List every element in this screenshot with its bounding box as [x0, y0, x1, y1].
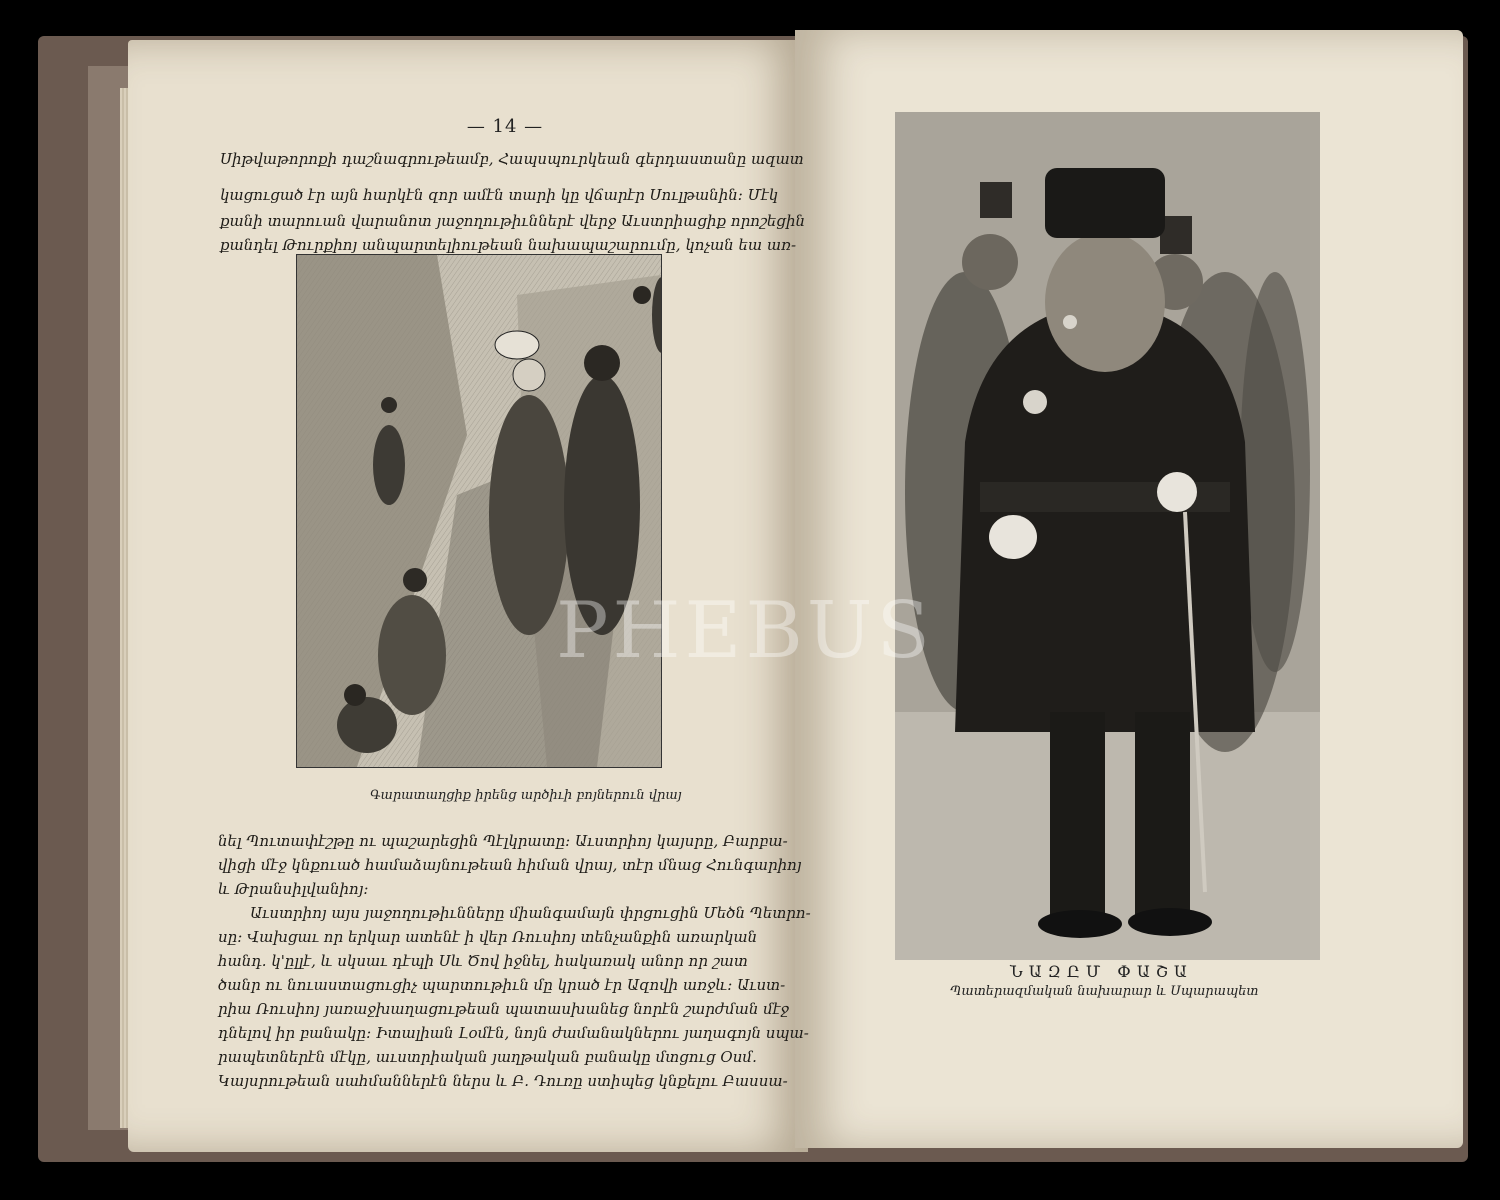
page-number: — 14 —: [466, 116, 544, 137]
text-line: Սիթվաթորոքի դաշնագրութեամբ, Հապսպուրկեան գերդաստանը ազատ: [220, 150, 804, 168]
text-line: կացուցած էր այն հարկէն զոր ամէն տարի կը վճարէր Սուլթանին։ Մէկ: [220, 186, 779, 204]
photo-title: ՆԱԶԸՄ ՓԱՇԱ: [1010, 962, 1193, 981]
text-line: րիա Ռուսիոյ յառաջխաղացութեան պատասխանեց նորէն շարժման մէջ: [218, 1000, 789, 1018]
text-line: Կայսրութեան սահմաններէն ներս և Բ. Դուռը ստիպեց կնքելու Բասսա-: [218, 1072, 788, 1090]
text-line: Աւստրիոյ այս յաջողութիւնները միանգամայն փրցուցին Մեծն Պետրո-: [250, 904, 811, 922]
text-line: սը։ Վախցաւ որ երկար ատենէ ի վեր Ռուսիոյ տենչանքին առարկան: [218, 928, 758, 946]
text-line: նել Պուտափէշթը ու պաշարեցին Պէլկրատը։ Աւստրիոյ կայսրը, Բարբա-: [218, 832, 788, 850]
photo-subtitle: Պատերազմական նախարար և Սպարապետ: [950, 984, 1259, 999]
text-line: վիցի մէջ կնքուած համաձայնութեան հիման վրայ, տէր մնաց Հունգարիոյ: [218, 856, 802, 874]
text-line: ծանր ու նուաստացուցիչ պարտութիւն մը կրած էր Ազովի առջև։ Աւստ-: [218, 976, 786, 994]
text-line: և Թրանսիլվանիոյ։: [218, 880, 369, 898]
text-line: քանդել Թուրքիոյ անպարտելիութեան նախապաշարումը, կոչան եա առ-: [220, 236, 797, 254]
text-line: րապետներէն մէկը, աւստրիական յաղթական բանակը մտցուց Օսմ.: [218, 1048, 757, 1066]
engraving-illustration: [296, 254, 662, 768]
watermark-logo: PHEBUS: [556, 586, 934, 676]
text-line: դնելով իր բանակը։ Իտալիան Լօմէն, նոյն ժամանակներու յաղագոյն սպա-: [218, 1024, 809, 1042]
text-line: հանդ. կ'ըլլէ, և սկսաւ դէպի Սև Ծով իջնել, հակառակ անոր որ շատ: [218, 952, 748, 970]
illustration-caption: Գարատաղցիք իրենց արծիւի բոյներուն վրայ: [370, 788, 682, 803]
portrait-photograph: [895, 112, 1320, 960]
text-line: քանի տարուան վարանոտ յաջողութիւններէ վերջ Աւստրիացիք որոշեցին: [220, 212, 806, 230]
